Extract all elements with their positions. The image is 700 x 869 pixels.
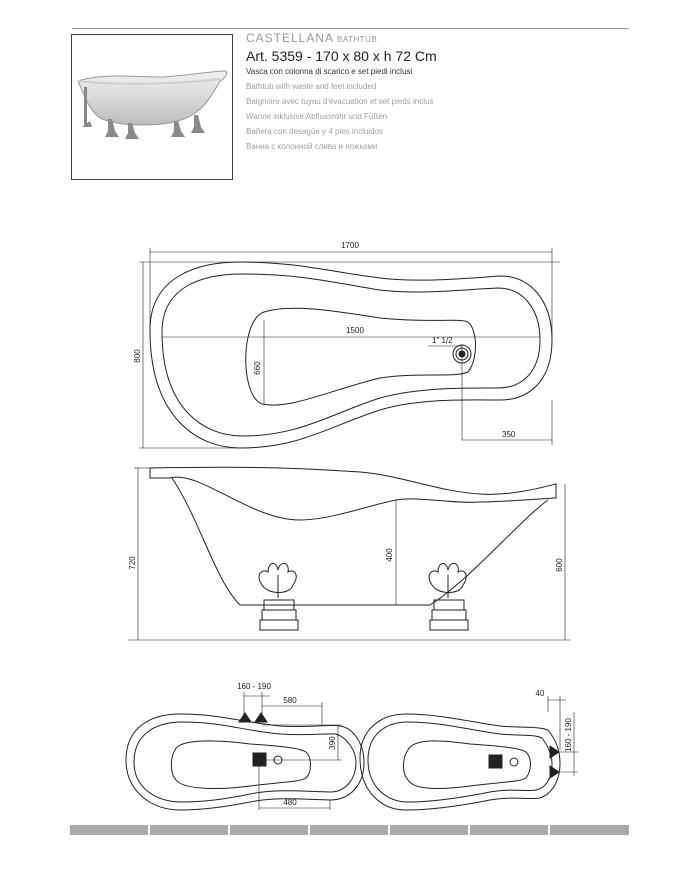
right-tap-view [360,714,560,810]
article-number: Art. 5359 - 170 x 80 x h 72 Cm [246,48,437,64]
bathtub-foot-right-icon [429,563,468,630]
top-view [150,262,552,448]
side-view [150,467,556,605]
left-drain-icon [253,753,282,766]
dim-left-tap-offset: 580 [283,696,297,705]
description-de: Wanne inklusive Abflussrohr und Füßen [246,112,388,121]
right-tap-markers-icon [550,746,559,778]
product-title: CASTELLANA BATHTUB [246,31,378,45]
bathtub-foot-left-icon [259,563,298,630]
top-view-dimensions [139,248,560,448]
dim-rim-height: 600 [555,558,564,572]
product-subtitle: BATHTUB [337,35,378,44]
dim-right-wall-offset: 40 [535,689,545,698]
dim-length: 1700 [341,241,359,250]
description-fr: Baignoire avec tuyau d'évacuation et set pieds inclus [246,97,434,106]
dim-left-tap-spacing: 160 - 190 [237,682,271,691]
description-it: Vasca con colonna di scarico e set piedi inclusi [246,67,413,76]
dim-inner-length: 1500 [346,326,364,335]
left-tap-markers-icon [239,713,267,722]
dim-inner-depth: 400 [385,548,394,562]
dim-inner-width: 660 [253,361,262,375]
dim-height: 720 [128,556,137,570]
description-es: Bañera con desagüe y 4 pies incluidos [246,127,383,136]
right-drain-icon [489,755,518,768]
dim-left-tap-height: 390 [328,736,337,750]
top-view-drain-icon [453,345,471,363]
dim-left-drain-offset: 480 [283,798,297,807]
description-ru: Ванна с колонной слива и ножками [246,142,378,151]
footer-bar [70,825,629,835]
dim-drain-offset: 350 [502,430,516,439]
dim-width: 800 [133,349,142,363]
dim-drain-size: 1" 1/2 [432,336,453,345]
dim-right-tap-spacing: 160 - 190 [564,718,573,752]
left-tap-view [126,714,364,810]
description-en: Bathtub with waste and feet included [246,82,377,91]
